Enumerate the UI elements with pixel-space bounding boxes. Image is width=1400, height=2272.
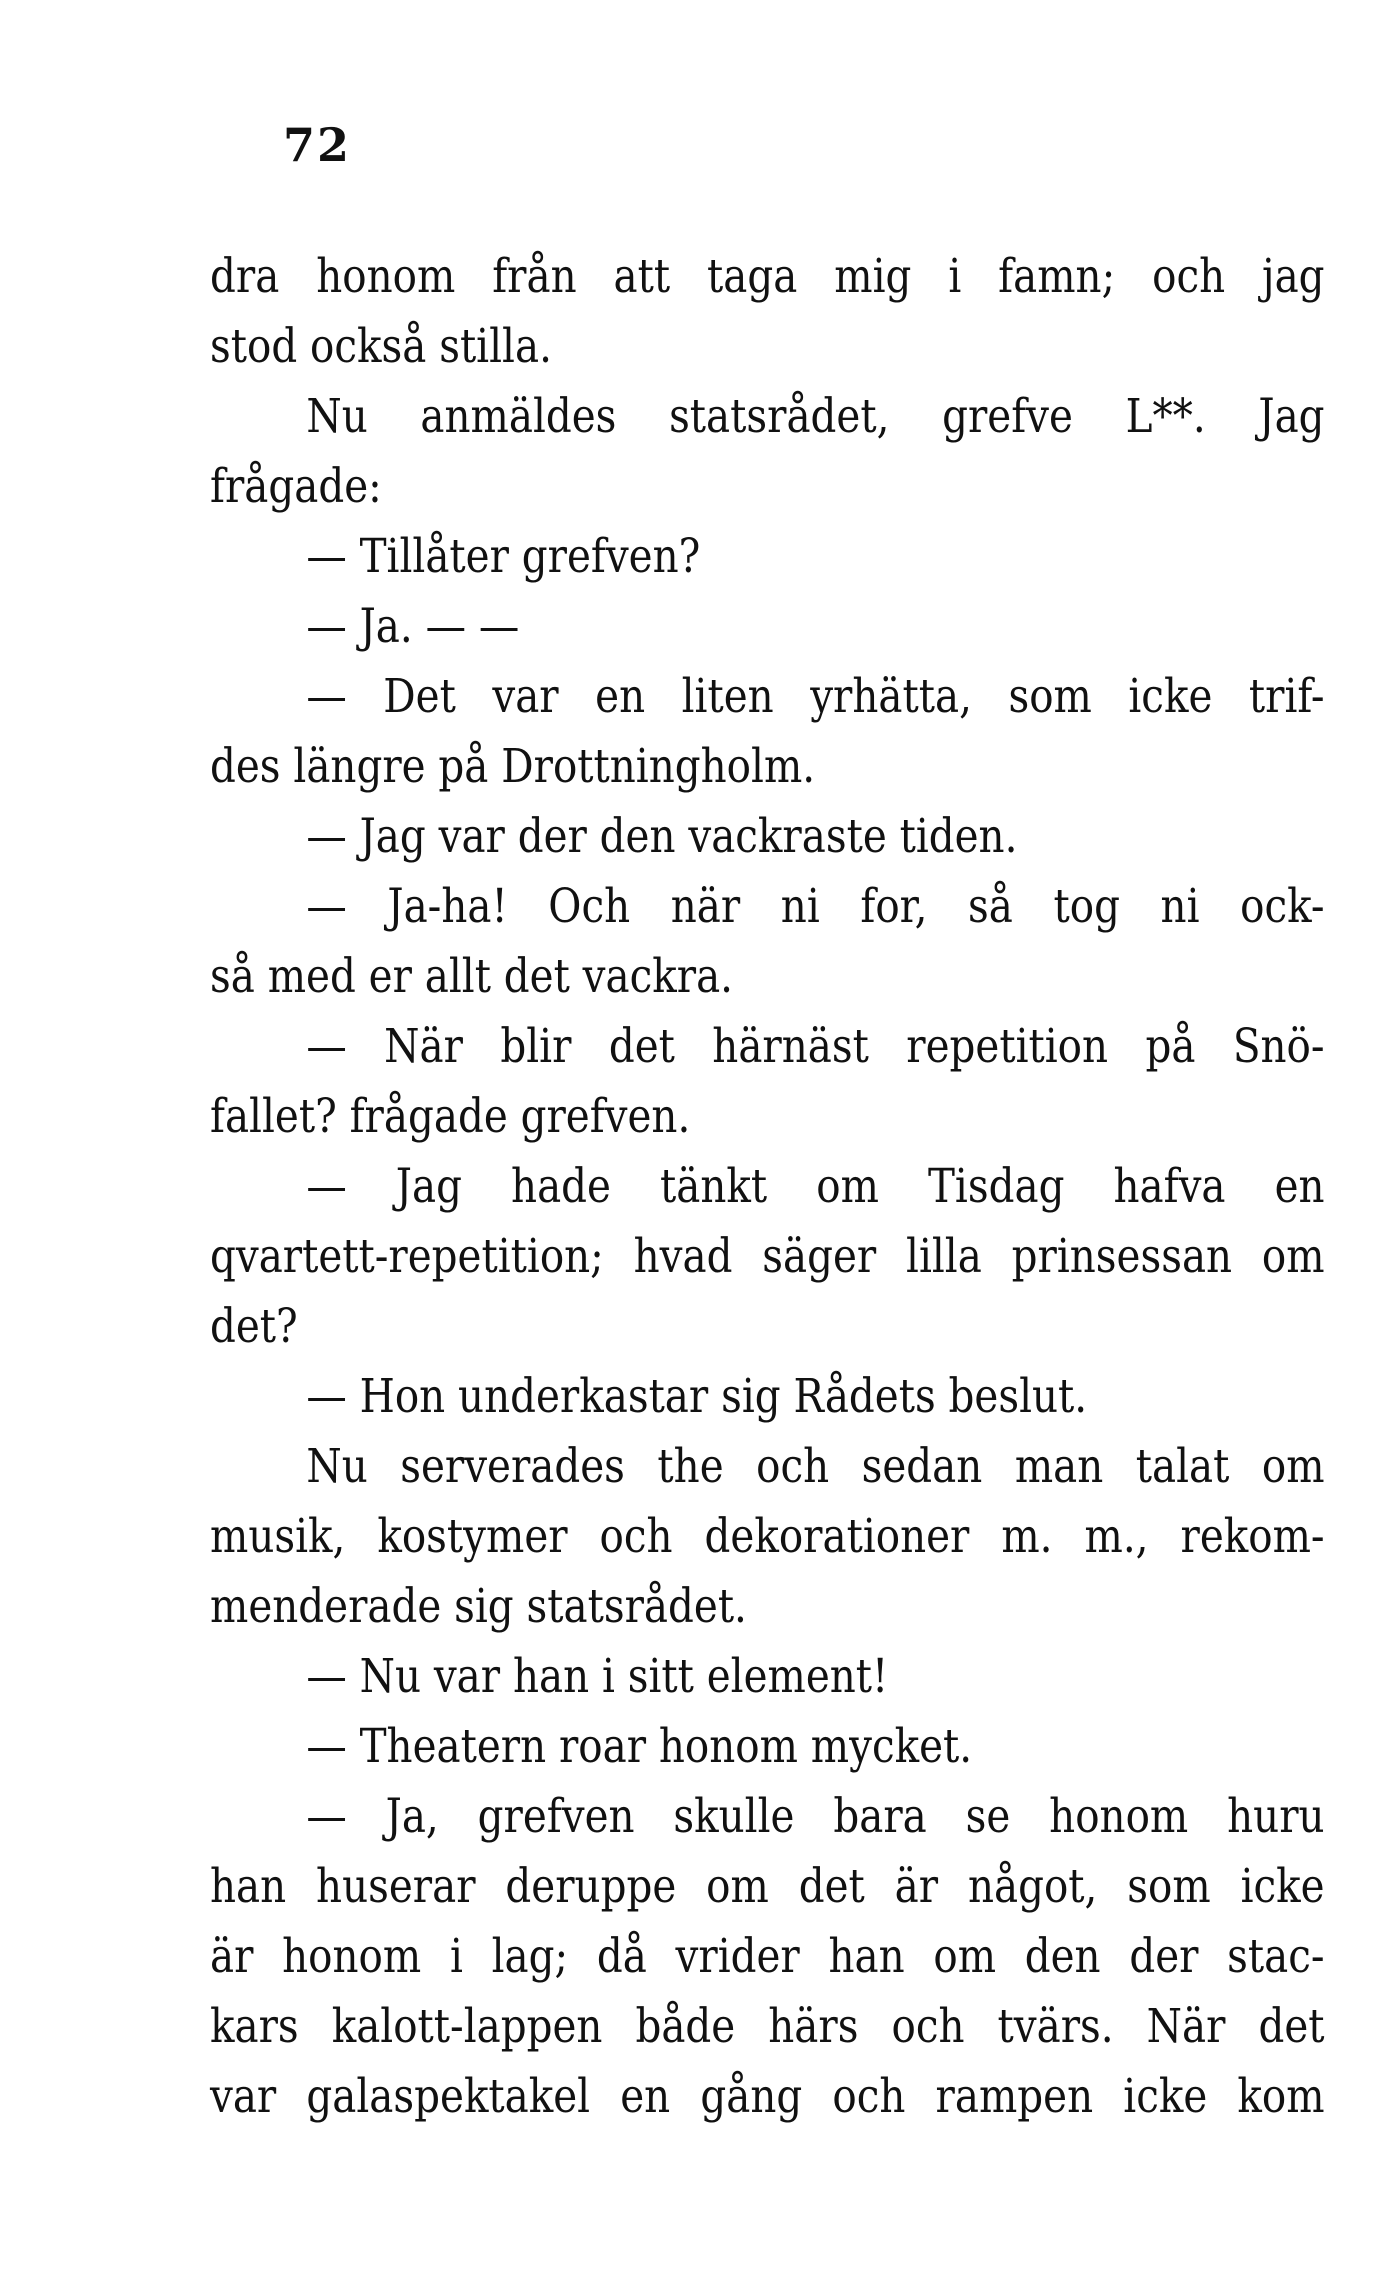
text-line: — Jag var der den vackraste tiden. [306, 809, 1018, 864]
text-line: Nu serverades the och sedan man talat om [306, 1439, 1325, 1494]
body-text [210, 242, 1325, 2132]
text-line: — Jag hade tänkt om Tisdag hafva en [306, 1159, 1325, 1214]
text-line: — När blir det härnäst repetition på Snö- [306, 1019, 1325, 1074]
text-line: dra honom från att taga mig i famn; och jag [210, 249, 1325, 304]
text-line: var galaspektakel en gång och rampen icke kom [210, 2069, 1325, 2124]
text-line: Nu anmäldes statsrådet, grefve L**. Jag [306, 389, 1325, 444]
text-line: — Hon underkastar sig Rådets beslut. [306, 1369, 1088, 1424]
text-line: menderade sig statsrådet. [210, 1579, 747, 1634]
text-line: stod också stilla. [210, 319, 552, 374]
text-line: fallet? frågade grefven. [210, 1089, 691, 1144]
text-line: — Tillåter grefven? [306, 529, 701, 584]
page-number: 72 [283, 118, 352, 172]
text-line: — Nu var han i sitt element! [306, 1649, 889, 1704]
text-line: är honom i lag; då vrider han om den der stac- [210, 1929, 1325, 1984]
text-line: des längre på Drottningholm. [210, 739, 816, 794]
text-line: det? [210, 1299, 298, 1354]
text-line: — Ja-ha! Och när ni for, så tog ni ock- [306, 879, 1325, 934]
text-line: musik, kostymer och dekorationer m. m., rekom- [210, 1509, 1325, 1564]
text-line: frågade: [210, 459, 382, 514]
text-line: — Ja, grefven skulle bara se honom huru [306, 1789, 1325, 1844]
text-line: — Ja. — — [306, 599, 520, 654]
text-line: kars kalott-lappen både härs och tvärs. När det [210, 1999, 1325, 2054]
text-line: han huserar deruppe om det är något, som icke [210, 1859, 1325, 1914]
text-line: — Theatern roar honom mycket. [306, 1719, 973, 1774]
text-line: — Det var en liten yrhätta, som icke trif- [306, 669, 1325, 724]
text-line: qvartett-repetition; hvad säger lilla prinsessan om [210, 1229, 1325, 1284]
text-line: så med er allt det vackra. [210, 949, 734, 1004]
